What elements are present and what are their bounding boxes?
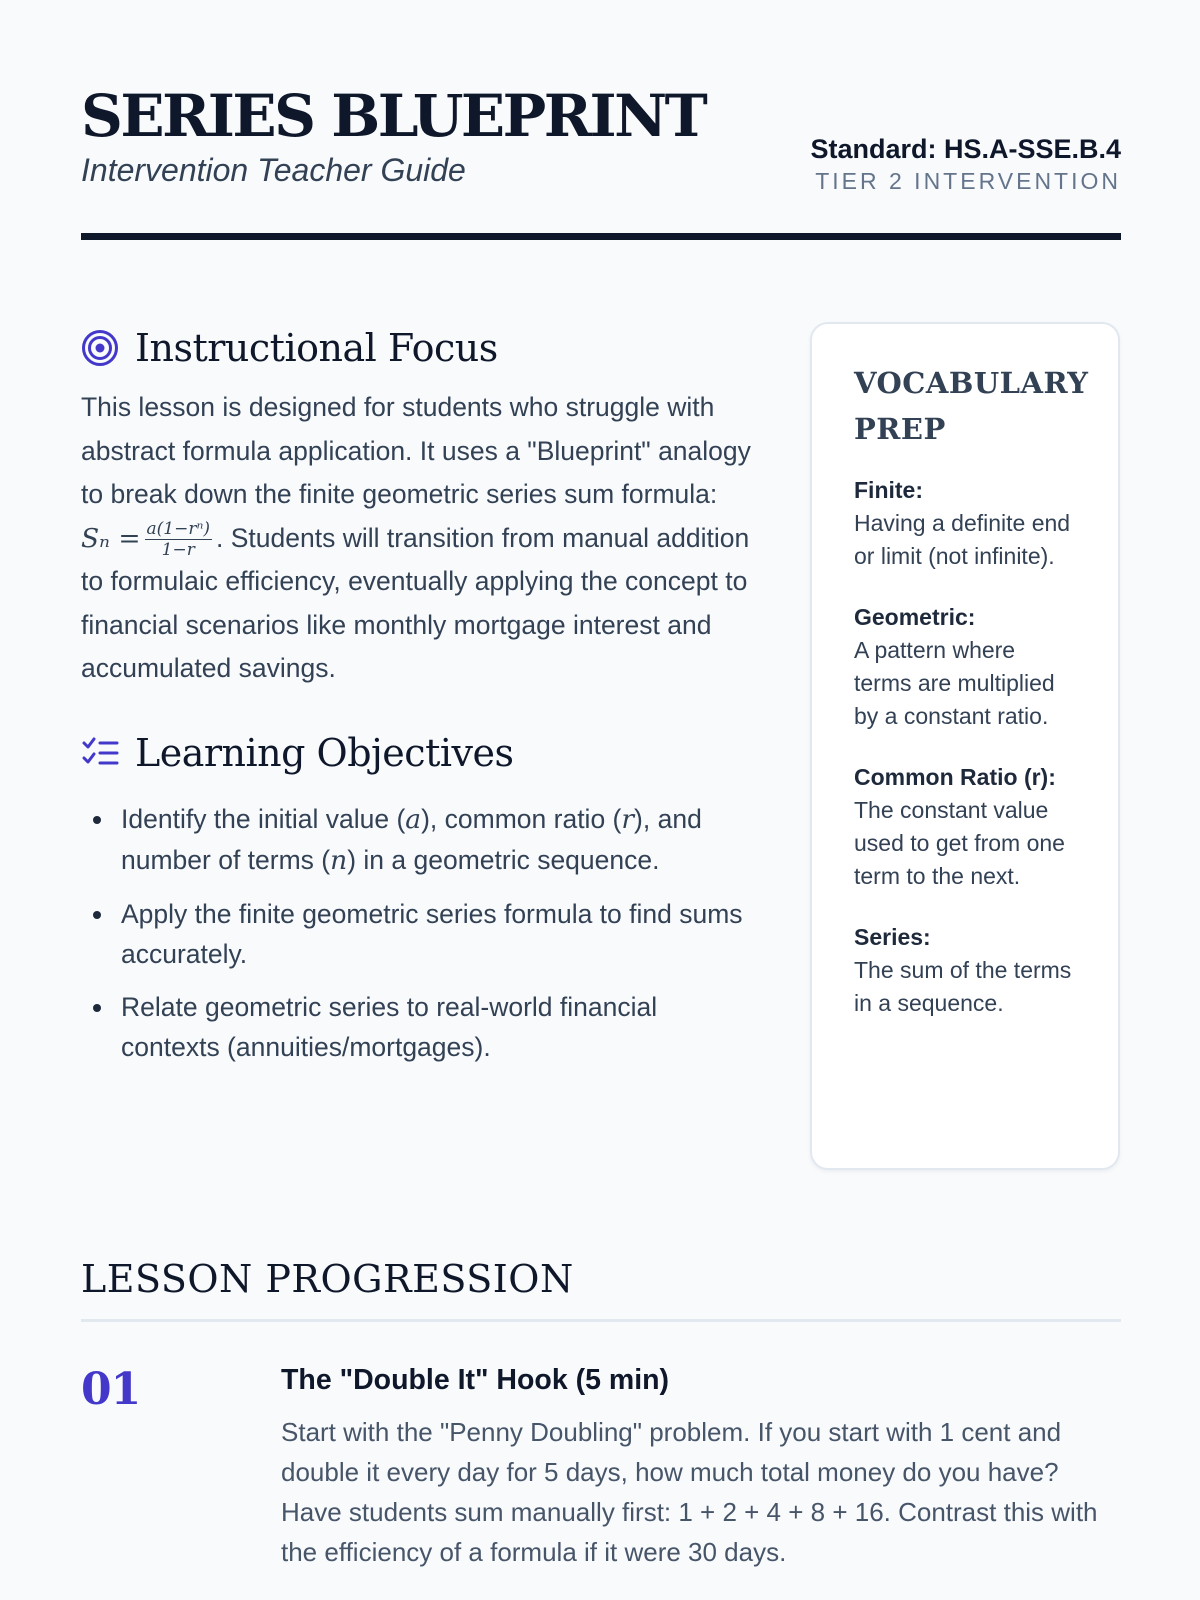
focus-text-after: . Students will transition from manual addition to formulaic efficiency, eventually applying the concept to financial scenarios like monthly mortgage interest and accumulated savings. xyxy=(81,522,750,683)
term-name: Finite: xyxy=(854,477,923,503)
teacher-guide-page xyxy=(81,0,1121,1567)
term-definition: A pattern where terms are multiplied by a constant ratio. xyxy=(854,637,1055,729)
formula-numerator: a(1−rⁿ) xyxy=(146,519,211,539)
vocab-term xyxy=(854,921,1078,1020)
standard-code: Standard: HS.A-SSE.B.4 xyxy=(810,134,1121,164)
term-name: Common Ratio (r): xyxy=(854,764,1056,790)
formula-denominator: 1−r xyxy=(161,540,195,560)
objective-text: ), and number of terms ( xyxy=(121,803,702,875)
checklist-icon xyxy=(81,734,119,772)
vocabulary-card xyxy=(810,322,1120,1170)
math-variable: n xyxy=(330,844,348,876)
focus-text-before: This lesson is designed for students who struggle with abstract formula application. It uses a "Blueprint" analogy to break down the finite geometric series sum formula: xyxy=(81,392,751,509)
target-icon xyxy=(81,329,119,367)
formula-fraction xyxy=(145,519,212,560)
vocabulary-title: VOCABULARY PREP xyxy=(854,366,1089,446)
objective-text: ) in a geometric sequence. xyxy=(347,844,660,875)
document-header xyxy=(81,0,1121,240)
step-number: 01 xyxy=(81,1364,141,1415)
standard-meta xyxy=(810,132,1121,196)
vocab-term xyxy=(854,761,1078,893)
list-item xyxy=(81,799,751,881)
progression-title: LESSON PROGRESSION xyxy=(81,1257,574,1301)
focus-heading xyxy=(81,320,751,376)
tier-label: TIER 2 INTERVENTION xyxy=(815,168,1121,194)
focus-heading-text: Instructional Focus xyxy=(135,326,498,370)
term-definition: The constant value used to get from one term to the next. xyxy=(854,797,1065,889)
objective-text: ), common ratio ( xyxy=(421,803,622,834)
focus-paragraph xyxy=(81,386,751,691)
objectives-heading-text: Learning Objectives xyxy=(135,730,514,775)
document-title: SERIES BLUEPRINT xyxy=(81,82,706,150)
formula-lhs: Sₙ = xyxy=(81,522,141,554)
math-variable: r xyxy=(621,803,635,835)
term-name: Geometric: xyxy=(854,604,976,630)
math-variable: a xyxy=(405,803,422,835)
progression-divider xyxy=(81,1319,1121,1322)
term-definition: The sum of the terms in a sequence. xyxy=(854,957,1072,1016)
main-column xyxy=(81,320,751,1080)
document-subtitle: Intervention Teacher Guide xyxy=(81,152,466,188)
vocab-term xyxy=(854,601,1078,733)
step-title: The "Double It" Hook (5 min) xyxy=(281,1364,670,1396)
list-item: Apply the finite geometric series formula to find sums accurately. xyxy=(81,894,751,974)
header-divider xyxy=(81,233,1121,240)
term-definition: Having a definite end or limit (not infinite). xyxy=(854,510,1071,569)
term-name: Series: xyxy=(854,924,931,950)
objectives-list xyxy=(81,799,751,1067)
list-item: Relate geometric series to real-world financial contexts (annuities/mortgages). xyxy=(81,987,751,1067)
objectives-heading xyxy=(81,725,751,781)
vocab-term xyxy=(854,474,1078,573)
step-description: Start with the "Penny Doubling" problem. If you start with 1 cent and double it every day for 5 days, how much total money do you have? Have students sum manually first: 1 + 2 + 4 + 8 + 16. Contrast this with the efficiency of a formula if it were 30 days. xyxy=(281,1417,1098,1567)
step-body xyxy=(281,1360,1121,1572)
objective-text: Identify the initial value ( xyxy=(121,803,406,834)
